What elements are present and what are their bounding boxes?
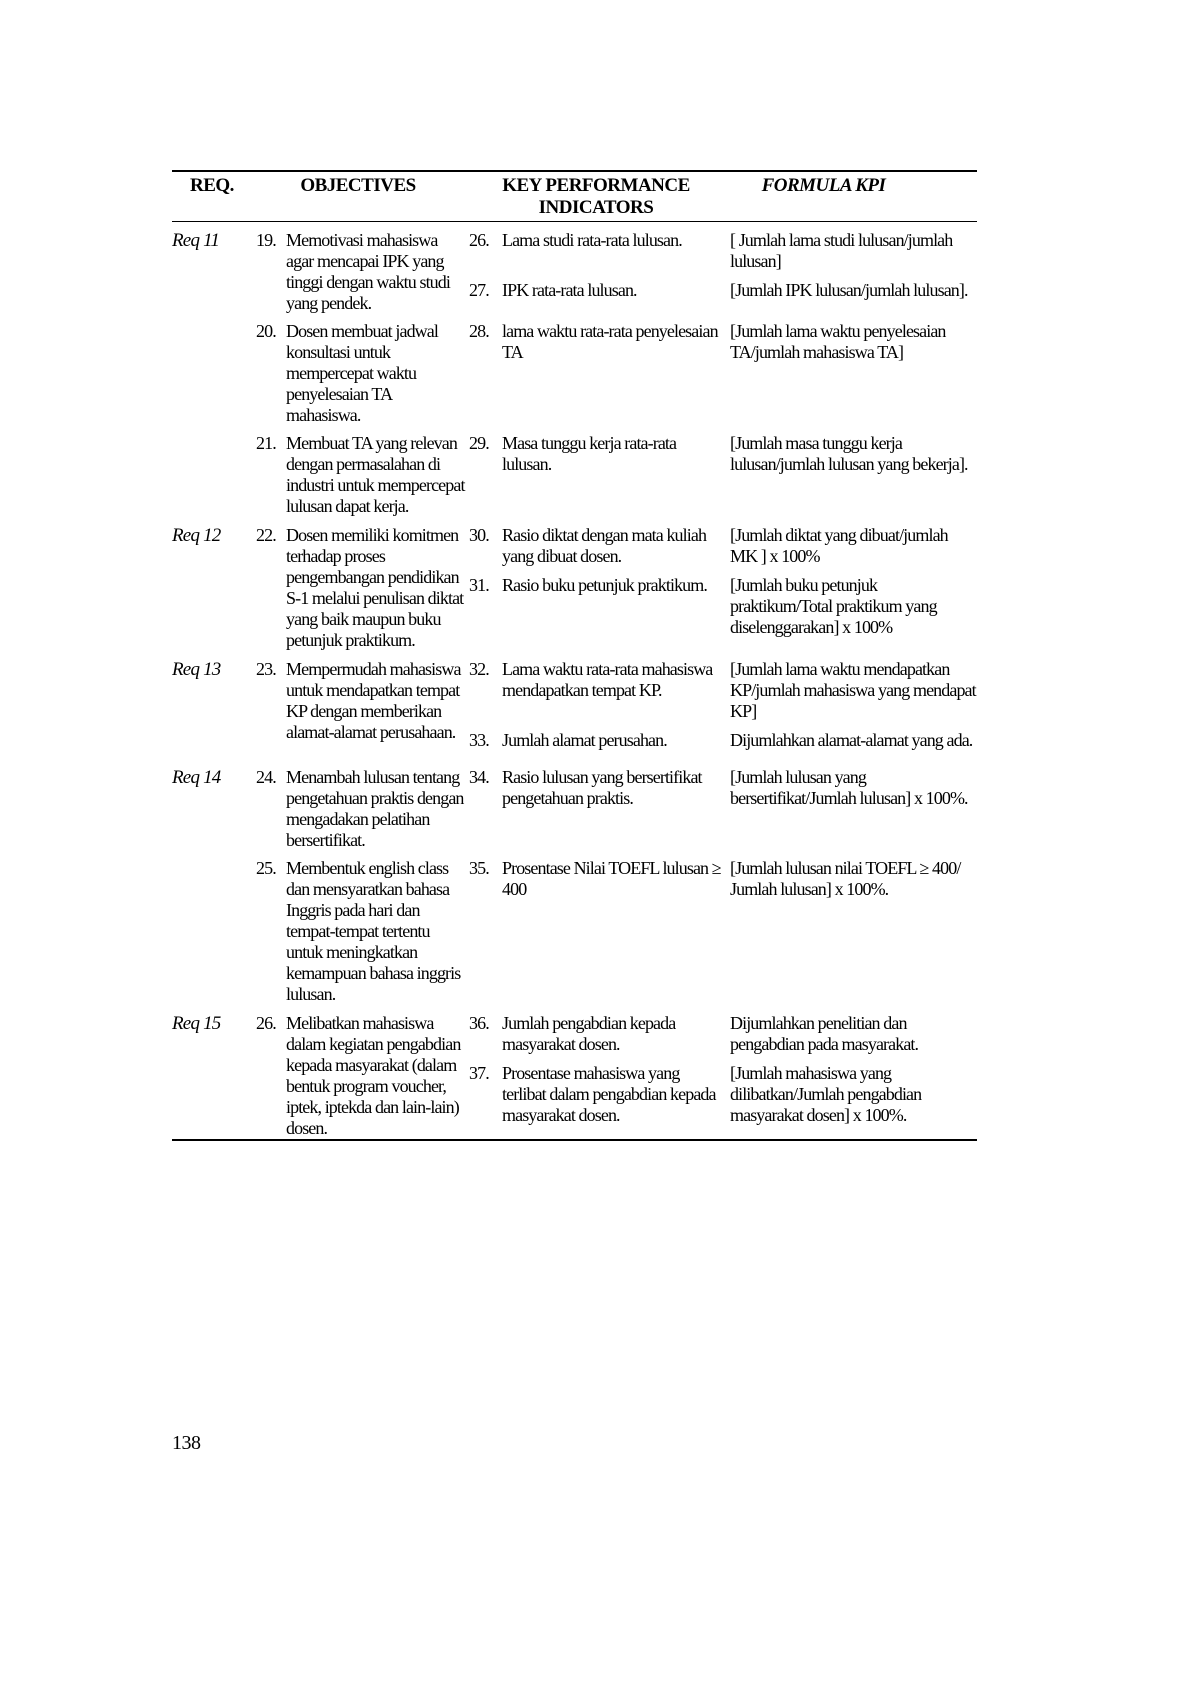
objective-number: 21. bbox=[256, 433, 276, 453]
kpi-row bbox=[469, 280, 977, 301]
req-group bbox=[172, 517, 977, 651]
objective-block bbox=[256, 321, 977, 426]
kpi-number: 35. bbox=[469, 858, 489, 878]
req-label: Req 12 bbox=[172, 525, 221, 546]
kpi-list bbox=[469, 230, 977, 314]
header-req: REQ. bbox=[190, 175, 234, 196]
kpi-row bbox=[469, 858, 977, 900]
objective-text: Dosen memiliki komitmen terhadap proses pengembangan pendidikan S-1 melalui penulisan diktat yang baik maupun buku petunjuk praktikum. bbox=[286, 525, 464, 650]
kpi-formula: Dijumlahkan penelitian dan pengabdian pada masyarakat. bbox=[730, 1013, 919, 1054]
table-body bbox=[172, 222, 977, 1139]
req-label: Req 13 bbox=[172, 659, 221, 680]
kpi-formula: [Jumlah masa tunggu kerja lulusan/jumlah lulusan yang bekerja]. bbox=[730, 433, 968, 474]
req-group-body bbox=[256, 1005, 977, 1139]
objective-number: 24. bbox=[256, 767, 276, 787]
kpi-list bbox=[469, 433, 977, 517]
kpi-list bbox=[469, 858, 977, 1005]
kpi-number: 33. bbox=[469, 730, 489, 750]
kpi-formula: [Jumlah IPK lulusan/jumlah lulusan]. bbox=[730, 280, 968, 300]
kpi-row bbox=[469, 433, 977, 475]
kpi-row bbox=[469, 659, 977, 722]
kpi-text: Jumlah alamat perusahan. bbox=[502, 730, 667, 750]
objective bbox=[256, 433, 469, 517]
objective-number: 22. bbox=[256, 525, 276, 545]
req-group-body bbox=[256, 651, 977, 759]
kpi-formula: [Jumlah diktat yang dibuat/jumlah MK ] x 100% bbox=[730, 525, 948, 566]
objective bbox=[256, 659, 469, 759]
req-label: Req 14 bbox=[172, 767, 221, 788]
objective-text: Melibatkan mahasiswa dalam kegiatan pengabdian kepada masyarakat (dalam bentuk program voucher, iptek, iptekda dan lain-lain) dosen. bbox=[286, 1013, 461, 1138]
kpi-text: Prosentase mahasiswa yang terlibat dalam pengabdian kepada masyarakat dosen. bbox=[502, 1063, 716, 1125]
kpi-number: 27. bbox=[469, 280, 489, 300]
kpi-row bbox=[469, 525, 977, 567]
kpi-list bbox=[469, 767, 977, 851]
kpi-formula: [Jumlah lulusan yang bersertifikat/Jumlah lulusan] x 100%. bbox=[730, 767, 968, 808]
kpi-row bbox=[469, 575, 977, 638]
page-number: 138 bbox=[172, 1432, 201, 1454]
kpi-number: 36. bbox=[469, 1013, 489, 1033]
header-objectives: OBJECTIVES bbox=[300, 175, 416, 196]
kpi-formula: [Jumlah lama waktu penyelesaian TA/jumlah mahasiswa TA] bbox=[730, 321, 946, 362]
kpi-list bbox=[469, 1013, 977, 1139]
objective bbox=[256, 230, 469, 314]
kpi-formula: [ Jumlah lama studi lulusan/jumlah lulusan] bbox=[730, 230, 953, 271]
kpi-text: Rasio diktat dengan mata kuliah yang dibuat dosen. bbox=[502, 525, 707, 566]
kpi-text: Masa tunggu kerja rata-rata lulusan. bbox=[502, 433, 677, 474]
objective-block bbox=[256, 525, 977, 651]
kpi-text: Jumlah pengabdian kepada masyarakat dosen. bbox=[502, 1013, 676, 1054]
objective-block bbox=[256, 659, 977, 759]
kpi-formula: Dijumlahkan alamat-alamat yang ada. bbox=[730, 730, 973, 750]
kpi-row bbox=[469, 1063, 977, 1126]
kpi-list bbox=[469, 321, 977, 426]
kpi-row bbox=[469, 230, 977, 272]
kpi-number: 30. bbox=[469, 525, 489, 545]
kpi-row bbox=[469, 321, 977, 363]
req-group-body bbox=[256, 222, 977, 517]
header-kpi: KEY PERFORMANCE INDICATORS bbox=[502, 175, 690, 218]
objective-number: 19. bbox=[256, 230, 276, 250]
kpi-row bbox=[469, 767, 977, 809]
kpi-number: 32. bbox=[469, 659, 489, 679]
objective bbox=[256, 767, 469, 851]
kpi-text: Lama studi rata-rata lulusan. bbox=[502, 230, 682, 250]
kpi-row bbox=[469, 1013, 977, 1055]
objective-text: Mempermudah mahasiswa untuk mendapatkan tempat KP dengan memberikan alamat-alamat perusahaan. bbox=[286, 659, 461, 742]
kpi-number: 29. bbox=[469, 433, 489, 453]
objective-text: Dosen membuat jadwal konsultasi untuk mempercepat waktu penyelesaian TA mahasiswa. bbox=[286, 321, 438, 425]
kpi-number: 26. bbox=[469, 230, 489, 250]
objective-block bbox=[256, 1013, 977, 1139]
req-label: Req 15 bbox=[172, 1013, 221, 1034]
kpi-formula: [Jumlah lama waktu mendapatkan KP/jumlah mahasiswa yang mendapat KP] bbox=[730, 659, 976, 721]
kpi-number: 28. bbox=[469, 321, 489, 341]
req-group bbox=[172, 651, 977, 759]
objective-text: Membentuk english class dan mensyaratkan bahasa Inggris pada hari dan tempat-tempat tertentu untuk meningkatkan kemampuan bahasa inggris lulusan. bbox=[286, 858, 461, 1004]
kpi-text: Prosentase Nilai TOEFL lulusan ≥ 400 bbox=[502, 858, 721, 899]
objective-block bbox=[256, 230, 977, 314]
kpi-number: 37. bbox=[469, 1063, 489, 1083]
kpi-list bbox=[469, 659, 977, 759]
objective-number: 26. bbox=[256, 1013, 276, 1033]
kpi-text: Rasio lulusan yang bersertifikat pengetahuan praktis. bbox=[502, 767, 702, 808]
kpi-text: IPK rata-rata lulusan. bbox=[502, 280, 637, 300]
kpi-number: 31. bbox=[469, 575, 489, 595]
objective bbox=[256, 321, 469, 426]
header-formula: FORMULA KPI bbox=[761, 175, 886, 196]
kpi-list bbox=[469, 525, 977, 651]
table-header bbox=[172, 172, 977, 221]
objective-text: Membuat TA yang relevan dengan permasalahan di industri untuk mempercepat lulusan dapat kerja. bbox=[286, 433, 465, 516]
kpi-text: lama waktu rata-rata penyelesaian TA bbox=[502, 321, 718, 362]
objective-text: Menambah lulusan tentang pengetahuan praktis dengan mengadakan pelatihan bersertifikat. bbox=[286, 767, 464, 850]
objective bbox=[256, 858, 469, 1005]
req-group bbox=[172, 222, 977, 517]
req-label: Req 11 bbox=[172, 230, 220, 251]
objective-text: Memotivasi mahasiswa agar mencapai IPK yang tinggi dengan waktu studi yang pendek. bbox=[286, 230, 450, 313]
objective-number: 25. bbox=[256, 858, 276, 878]
objective bbox=[256, 525, 469, 651]
kpi-formula: [Jumlah mahasiswa yang dilibatkan/Jumlah pengabdian masyarakat dosen] x 100%. bbox=[730, 1063, 922, 1125]
req-group bbox=[172, 759, 977, 1005]
objective-number: 20. bbox=[256, 321, 276, 341]
kpi-formula: [Jumlah lulusan nilai TOEFL ≥ 400/ Jumlah lulusan] x 100%. bbox=[730, 858, 961, 899]
req-group-body bbox=[256, 759, 977, 1005]
kpi-text: Rasio buku petunjuk praktikum. bbox=[502, 575, 707, 595]
kpi-table bbox=[172, 170, 977, 1141]
kpi-formula: [Jumlah buku petunjuk praktikum/Total praktikum yang diselenggarakan] x 100% bbox=[730, 575, 937, 637]
objective-number: 23. bbox=[256, 659, 276, 679]
objective bbox=[256, 1013, 469, 1139]
objective-block bbox=[256, 858, 977, 1005]
kpi-text: Lama waktu rata-rata mahasiswa mendapatkan tempat KP. bbox=[502, 659, 713, 700]
kpi-row bbox=[469, 730, 977, 751]
req-group-body bbox=[256, 517, 977, 651]
req-group bbox=[172, 1005, 977, 1139]
table-bottom-rule bbox=[172, 1139, 977, 1141]
objective-block bbox=[256, 767, 977, 851]
objective-block bbox=[256, 433, 977, 517]
kpi-number: 34. bbox=[469, 767, 489, 787]
